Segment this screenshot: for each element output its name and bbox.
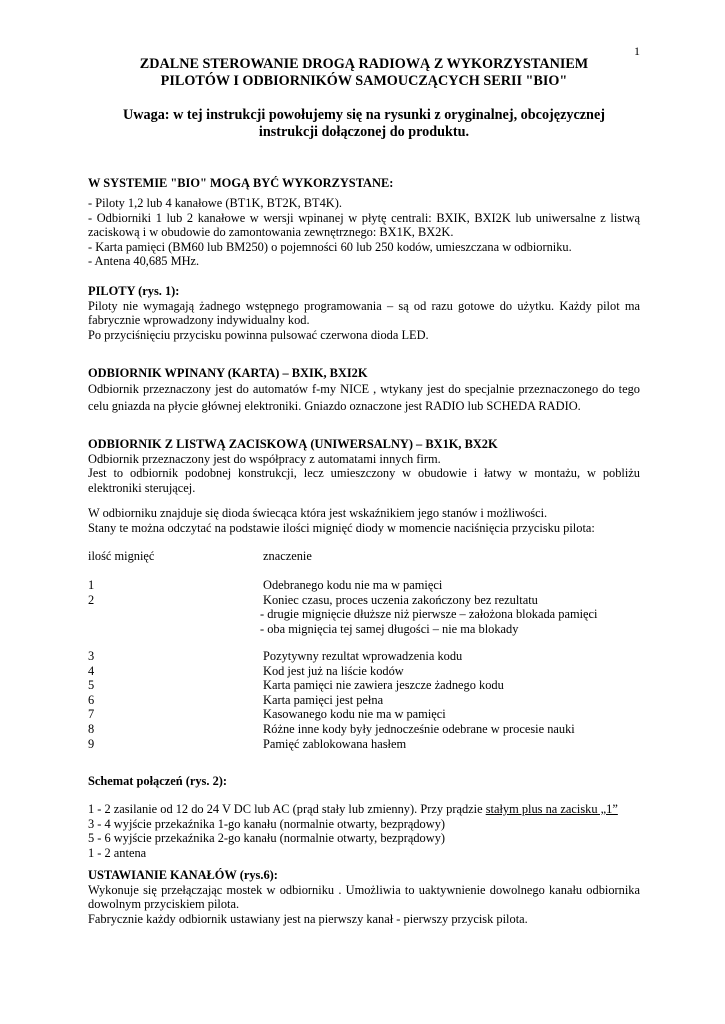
piloty-section xyxy=(88,284,640,342)
paragraph: Odbiornik przeznaczony jest do współpracy z automatami innych firm. xyxy=(88,451,441,466)
title-line-1: ZDALNE STEROWANIE DROGĄ RADIOWĄ Z WYKORZYSTANIEM xyxy=(139,56,589,72)
table-row: - drugie mignięcie dłuższe niż pierwsze – założona blokada pamięci xyxy=(260,607,598,622)
section-heading: ODBIORNIK WPINANY (KARTA) – BXIK, BXI2K xyxy=(88,366,368,380)
wpinany-section xyxy=(88,366,640,415)
column-header-count: ilość mignięć xyxy=(88,549,155,563)
document-title xyxy=(88,56,640,89)
list-item: 3 - 4 wyjście przekaźnika 1-go kanału (normalnie otwarty, bezprądowy) xyxy=(88,816,446,831)
table-row: 7 Kasowanego kodu nie ma w pamięci xyxy=(88,707,446,722)
table-row: 2 Koniec czasu, proces uczenia zakończony bez rezultatu xyxy=(88,592,538,607)
blink-table-header xyxy=(88,549,648,564)
page-number: 1 xyxy=(634,44,640,58)
section-heading: ODBIORNIK Z LISTWĄ ZACISKOWĄ (UNIWERSALNY) – BX1K, BX2K xyxy=(88,437,498,451)
listwa-section xyxy=(88,437,640,495)
note-line-2: instrukcji dołączonej do produktu. xyxy=(258,124,470,140)
table-row: 1 Odebranego kodu nie ma w pamięci xyxy=(88,578,443,592)
paragraph: Jest to odbiornik podobnej konstrukcji, lecz umieszczony w obudowie i łatwy w montażu, w pobliżu elektroniki sterującej. xyxy=(88,466,640,495)
schemat-list xyxy=(88,802,640,860)
kanaly-section xyxy=(88,868,640,926)
table-row: 9 Pamięć zablokowana hasłem xyxy=(88,736,407,751)
list-item: - Antena 40,685 MHz. xyxy=(88,254,200,269)
paragraph: Fabrycznie każdy odbiornik ustawiany jest na pierwszy kanał - pierwszy przycisk pilota. xyxy=(88,911,528,926)
paragraph: Piloty nie wymagają żadnego wstępnego programowania – są od razu gotowe do użytku. Każdy pilot ma fabrycznie wprowadzony indywidualny kod. xyxy=(88,298,640,328)
paragraph: Odbiornik przeznaczony jest do automatów f-my NICE , wtykany jest do specjalnie przeznaczonego do tego celu gniazda na płycie głównej elektroniki. Gniazdo oznaczone jest RADIO lub SCHEDA RADIO. xyxy=(88,381,640,413)
list-item: 1 - 2 zasilanie od 12 do 24 V DC lub AC (prąd stały lub zmienny). Przy prądzie stałym plus na zacisku „1” xyxy=(88,802,618,816)
table-row: 4 Kod jest już na liście kodów xyxy=(88,663,404,678)
table-row: 6 Karta pamięci jest pełna xyxy=(88,692,384,707)
column-header-meaning: znaczenie xyxy=(263,549,312,563)
system-heading: W SYSTEMIE "BIO" MOGĄ BYĆ WYKORZYSTANE: xyxy=(88,176,394,190)
paragraph: Po przyciśnięciu przycisku powinna pulsować czerwona dioda LED. xyxy=(88,327,429,342)
paragraph: Stany te można odczytać na podstawie ilości mignięć diody w momencie naciśnięcia przycisku pilota: xyxy=(88,520,595,535)
list-item: - Piloty 1,2 lub 4 kanałowe (BT1K, BT2K, BT4K). xyxy=(88,196,342,210)
list-item: - Odbiorniki 1 lub 2 kanałowe w wersji wpinanej w płytę centrali: BXIK, BXI2K lub uniwersalne z listwą zaciskową i w obudowie do zamontowania zewnętrznego: BX1K, BX2K. xyxy=(88,210,640,240)
note-line-1: Uwaga: w tej instrukcji powołujemy się na rysunki z oryginalnej, obcojęzycznej xyxy=(123,107,605,123)
paragraph: Wykonuje się przełączając mostek w odbiorniku . Umożliwia to uaktywnienie dowolnego kanału odbiornika dowolnym przyciskiem pilota. xyxy=(88,882,640,912)
list-item: - Karta pamięci (BM60 lub BM250) o pojemności 60 lub 250 kodów, umieszczana w odbiorniku. xyxy=(88,239,572,254)
list-item: 1 - 2 antena xyxy=(88,845,147,860)
table-row: 8 Różne inne kody były jednocześnie odebrane w procesie nauki xyxy=(88,722,575,736)
section-heading: USTAWIANIE KANAŁÓW (rys.6): xyxy=(88,868,278,882)
section-heading: PILOTY (rys. 1): xyxy=(88,284,180,298)
underlined-note: stałym plus na zacisku „1” xyxy=(485,802,618,816)
schemat-heading: Schemat połączeń (rys. 2): xyxy=(88,774,228,788)
table-row: 3 Pozytywny rezultat wprowadzenia kodu xyxy=(88,649,463,663)
list-item: 5 - 6 wyjście przekaźnika 2-go kanału (normalnie otwarty, bezprądowy) xyxy=(88,831,446,846)
table-row: - oba mignięcia tej samej długości – nie ma blokady xyxy=(260,621,519,636)
title-line-2: PILOTÓW I ODBIORNIKÓW SAMOUCZĄCYCH SERII "BIO" xyxy=(160,72,568,89)
note xyxy=(88,107,640,141)
system-list xyxy=(88,196,640,269)
led-description xyxy=(88,506,640,535)
table-row: 5 Karta pamięci nie zawiera jeszcze żadnego kodu xyxy=(88,678,504,693)
paragraph: W odbiorniku znajduje się dioda świecąca która jest wskaźnikiem jego stanów i możliwości. xyxy=(88,506,548,520)
